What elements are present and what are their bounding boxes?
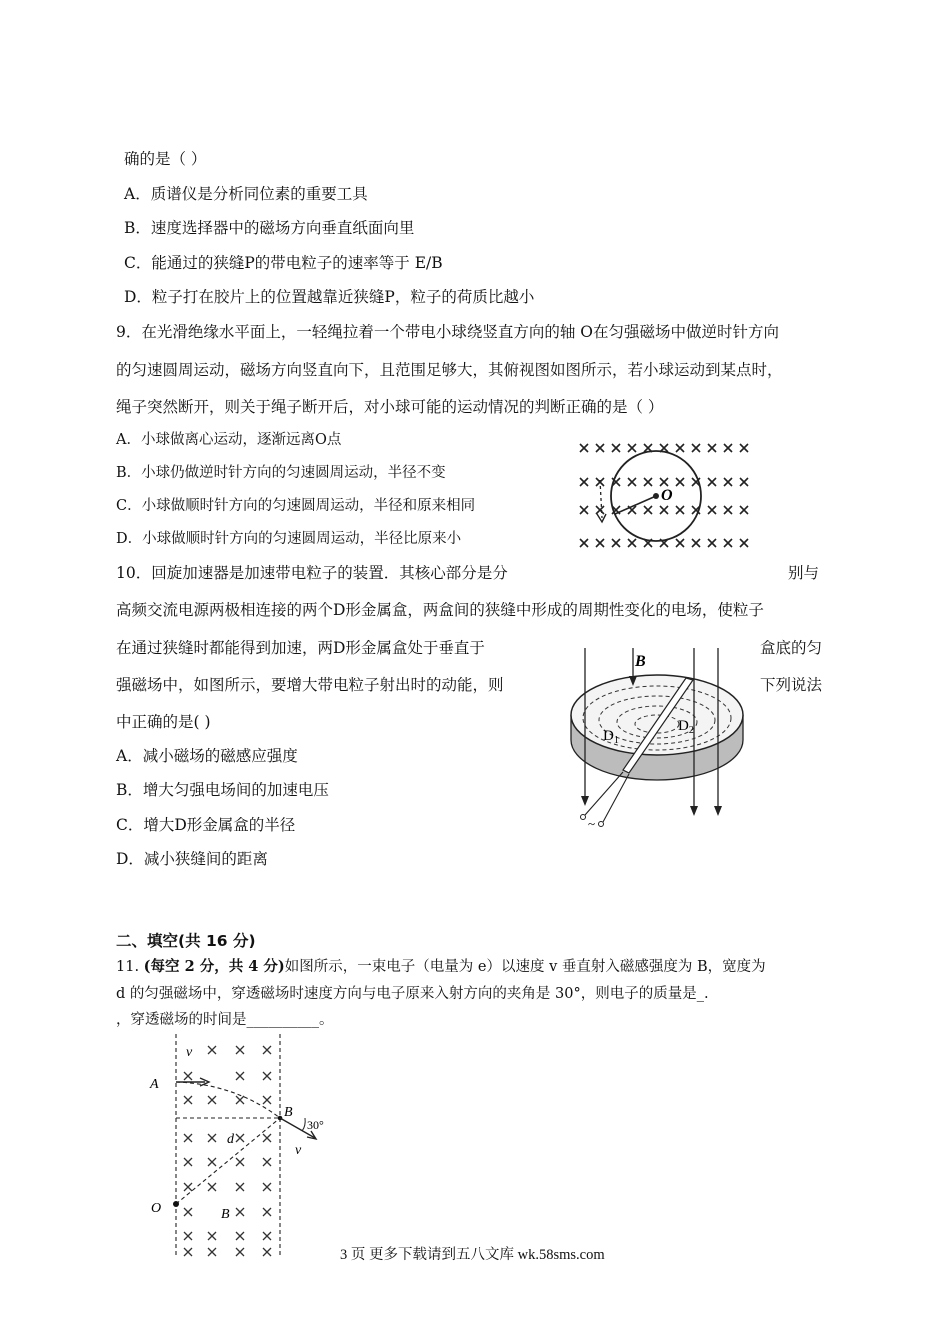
point-a-label: A — [150, 1077, 159, 1092]
cross-mark — [676, 539, 684, 547]
cross-mark — [692, 444, 700, 452]
page-footer: 3 页 更多下载请到五八文库 wk.58sms.com — [340, 1247, 605, 1263]
q10-option-b: B．增大匀强电场间的加速电压 — [116, 781, 329, 799]
cross-mark — [236, 1096, 244, 1104]
q10-option-d: D．减小狭缝间的距离 — [116, 850, 268, 868]
cross-mark — [724, 478, 732, 486]
q9-option-a: A．小球做离心运动，逐渐远离O点 — [116, 432, 342, 448]
q8-option-b: B．速度选择器中的磁场方向垂直纸面向里 — [124, 219, 415, 237]
cross-mark — [580, 506, 588, 514]
cross-mark — [692, 539, 700, 547]
cross-mark — [612, 539, 620, 547]
cross-mark — [740, 539, 748, 547]
v-out-label: v — [295, 1143, 302, 1158]
cross-mark — [236, 1072, 244, 1080]
cross-mark — [708, 539, 716, 547]
q8-option-c: C．能通过的狭缝P的带电粒子的速率等于 E/B — [124, 254, 443, 272]
q11-line-2: d 的匀强磁场中，穿透磁场时速度方向与电子原来入射方向的夹角是 30°，则电子的质量是_. — [116, 986, 709, 1002]
cross-mark — [724, 444, 732, 452]
cross-mark — [612, 444, 620, 452]
cross-mark — [676, 478, 684, 486]
q9-line-2: 的匀速圆周运动，磁场方向竖直向下，且范围足够大，其俯视图如图所示，若小球运动到某点时， — [116, 361, 783, 379]
cross-mark — [184, 1134, 192, 1142]
d1-label: $D_1$ — [603, 728, 619, 746]
cross-mark — [263, 1046, 271, 1054]
cross-mark — [676, 506, 684, 514]
cross-mark — [628, 539, 636, 547]
cross-mark — [208, 1046, 216, 1054]
center-label: O — [661, 487, 673, 504]
cross-mark — [263, 1248, 271, 1256]
angle-arc — [302, 1118, 305, 1131]
q11-line-3: ，穿透磁场的时间是__________。 — [116, 1012, 334, 1028]
q10-option-c: C．增大D形金属盒的半径 — [116, 816, 296, 834]
cross-mark — [208, 1248, 216, 1256]
cross-mark — [263, 1158, 271, 1166]
point-b-label: B — [284, 1105, 293, 1120]
cross-mark — [596, 506, 604, 514]
cross-mark — [208, 1096, 216, 1104]
cross-mark — [236, 1232, 244, 1240]
q8-option-d: D．粒子打在胶片上的位置越靠近狭缝P，粒子的荷质比越小 — [124, 288, 535, 306]
cross-mark — [724, 506, 732, 514]
motion-path — [600, 480, 602, 518]
cross-mark — [263, 1232, 271, 1240]
angle-label: 30° — [307, 1118, 324, 1132]
cross-mark — [724, 539, 732, 547]
ac-leads — [585, 772, 629, 822]
cross-mark — [596, 444, 604, 452]
cross-mark — [263, 1208, 271, 1216]
cross-mark — [184, 1248, 192, 1256]
cross-mark — [580, 478, 588, 486]
terminal-right — [599, 822, 604, 827]
q9-option-d: D．小球做顺时针方向的匀速圆周运动，半径比原来小 — [116, 531, 462, 547]
q9-line-3: 绳子突然断开，则关于绳子断开后，对小球可能的运动情况的判断正确的是（ ） — [116, 398, 664, 416]
electron-trajectory — [176, 1082, 280, 1118]
q10-line-4-right: 下列说法 — [760, 676, 823, 694]
cross-mark — [184, 1208, 192, 1216]
field-cross-marks — [184, 1046, 271, 1256]
q10-line-2: 高频交流电源两极相连接的两个D形金属盒，两盒间的狭缝中形成的周期性变化的电场，使粒子 — [116, 601, 764, 619]
cross-mark — [208, 1232, 216, 1240]
point-o-label: O — [151, 1201, 162, 1216]
cross-mark — [208, 1134, 216, 1142]
electron-field-figure — [145, 1034, 345, 1258]
cross-mark — [263, 1072, 271, 1080]
v-in-label: v — [186, 1045, 193, 1060]
cross-mark — [263, 1183, 271, 1191]
q11-line-1: 11. (每空 2 分，共 4 分)如图所示，一束电子（电量为 e）以速度 v 垂直射入磁感强度为 B，宽度为 — [116, 958, 766, 975]
q10-line-1: 10．回旋加速器是加速带电粒子的装置．其核心部分是分 — [116, 564, 508, 582]
cross-mark — [184, 1183, 192, 1191]
cross-mark — [644, 478, 652, 486]
field-b-label: B — [221, 1207, 230, 1222]
ac-source-symbol: ~ — [588, 816, 596, 831]
cross-mark — [708, 478, 716, 486]
q10-line-5: 中正确的是( ) — [116, 713, 211, 731]
cross-mark — [740, 478, 748, 486]
cross-mark — [236, 1248, 244, 1256]
cross-mark — [644, 506, 652, 514]
q8-stem-tail: 确的是（ ） — [124, 150, 207, 168]
center-dot — [653, 493, 659, 499]
cross-mark — [580, 539, 588, 547]
width-label: d — [227, 1132, 234, 1147]
q9-option-c: C．小球做顺时针方向的匀速圆周运动，半径和原来相同 — [116, 498, 476, 514]
cross-mark — [708, 444, 716, 452]
q10-line-4: 强磁场中，如图所示，要增大带电粒子射出时的动能，则 — [116, 676, 504, 694]
cross-mark — [580, 444, 588, 452]
cross-mark — [236, 1046, 244, 1054]
cross-mark — [236, 1208, 244, 1216]
cross-mark — [740, 506, 748, 514]
cross-mark — [708, 506, 716, 514]
cross-mark — [236, 1183, 244, 1191]
q10-line-3: 在通过狭缝时都能得到加速，两D形金属盒处于垂直于 — [116, 639, 485, 657]
q9-line-1: 9．在光滑绝缘水平面上，一轻绳拉着一个带电小球绕竖直方向的轴 O在匀强磁场中做逆时针方向 — [116, 323, 779, 341]
cross-mark — [676, 444, 684, 452]
q10-option-a: A．减小磁场的磁感应强度 — [116, 747, 298, 765]
cross-mark — [660, 478, 668, 486]
cross-mark — [184, 1232, 192, 1240]
b-field-label: B — [635, 653, 646, 670]
q10-line-1-right: 别与 — [788, 564, 820, 582]
dee-top — [571, 675, 743, 755]
q10-line-3-right: 盒底的匀 — [760, 639, 823, 657]
q9-magnetic-field-figure — [570, 430, 760, 555]
cross-mark — [628, 444, 636, 452]
cross-mark — [660, 506, 668, 514]
q9-option-b: B．小球仍做逆时针方向的匀速圆周运动，半径不变 — [116, 465, 446, 481]
cross-mark — [596, 539, 604, 547]
cross-mark — [208, 1158, 216, 1166]
cross-mark — [263, 1134, 271, 1142]
d2-label: $D_2$ — [678, 718, 694, 736]
cross-mark — [740, 444, 748, 452]
cross-mark — [236, 1158, 244, 1166]
cross-mark — [236, 1134, 244, 1142]
cross-mark — [184, 1158, 192, 1166]
terminal-left — [581, 815, 586, 820]
cross-mark — [263, 1096, 271, 1104]
q8-option-a: A．质谱仪是分析同位素的重要工具 — [124, 185, 368, 203]
cross-mark — [628, 478, 636, 486]
cross-mark — [184, 1096, 192, 1104]
cyclotron-figure — [563, 640, 753, 830]
cross-mark — [184, 1072, 192, 1080]
section-heading: 二、填空(共 16 分) — [116, 932, 256, 950]
center-point — [173, 1201, 179, 1207]
cross-mark — [208, 1183, 216, 1191]
